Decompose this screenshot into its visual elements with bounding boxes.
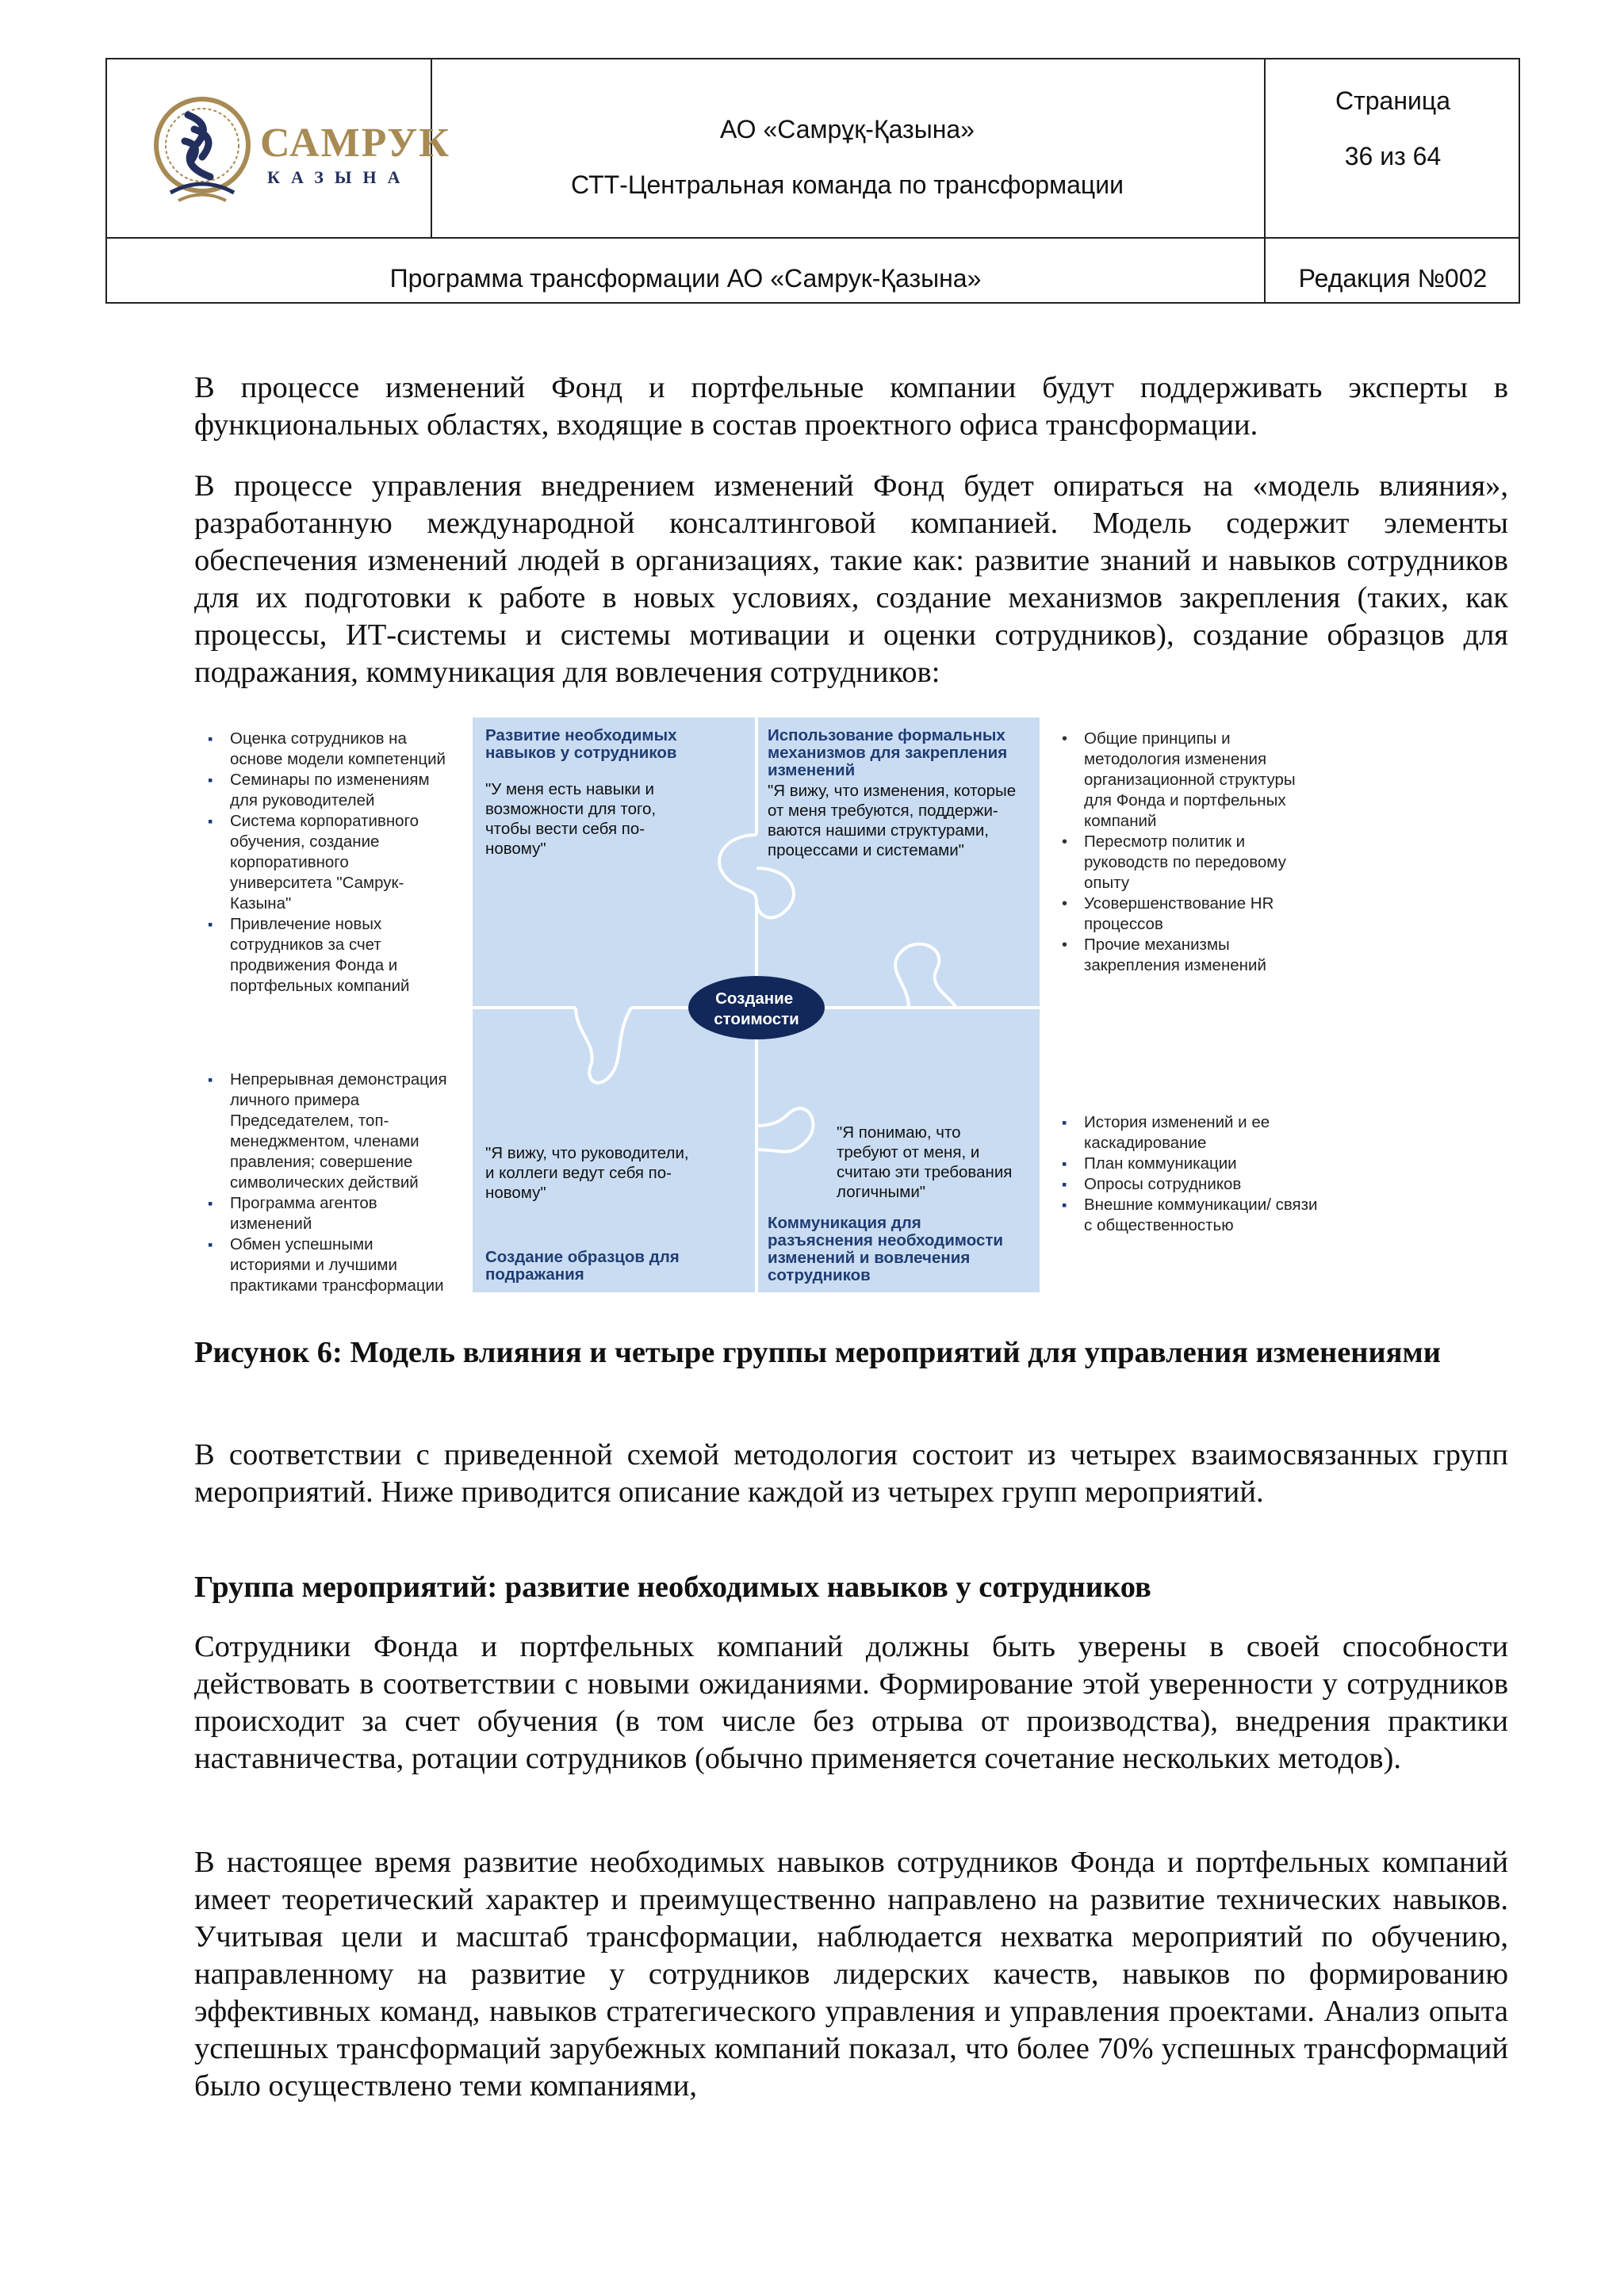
list-item: ▪ Оценка сотрудников на основе модели компетенций [206,729,468,770]
list-item: ▪ Обмен успешными историями и лучшими практиками трансформации [206,1234,468,1296]
list-item: ▪ Привлечение новых сотрудников за счет продвижения Фонда и портфельных компаний [206,914,468,997]
center-label: стоимости [714,1010,799,1028]
quadrant-title-role-models: Создание образцов для подражания [485,1248,680,1284]
edition-number: Редакция №002 [1298,264,1488,293]
list-item: ▪ Программа агентов изменений [206,1193,468,1234]
mechanism-activities-list [1060,729,1362,976]
samruk-kazyna-logo [147,82,450,216]
org-name: АО «Самрұқ-Қазына» [720,115,975,144]
quadrant-title-skills: Развитие необходимых навыков у сотрудников [485,726,677,762]
logo-name: САМРУК [260,121,450,166]
quadrant-quote-role-models: "Я вижу, что руководители, и коллеги ведут себя по- новому" [485,1144,689,1202]
quadrant-title-mechanisms: Использование формальных механизмов для закрепления изменений [768,726,1008,779]
figure-caption: Рисунок 6: Модель влияния и четыре группы мероприятий для управления изменениями [194,1336,1441,1369]
list-item: • Общие принципы и методология изменения организационной структуры для Фонда и портфельных компаний [1060,729,1362,832]
quadrant-quote-skills: "У меня есть навыки и возможности для того, чтобы вести себя по- новому" [485,780,657,858]
center-label: Создание [715,989,794,1008]
list-item: ▪ Опросы сотрудников [1060,1174,1362,1195]
paragraph: В настоящее время развитие необходимых навыков сотрудников Фонда и портфельных компаний имеет теоретический характер и преимущественно направлено на развитие технических навыков. Учитывая цели и масштаб трансформации, наблюдается нехватка мероприятий по обучению, направленному на развитие у сотрудников лидерских качеств, навыков по формированию эффективных команд, навыков стратегического управления и управления проектами. Анализ опыта успешных трансформаций зарубежных компаний показал, что более 70% успешных трансформаций было осуществлено теми компаниями, [194,1846,1508,2103]
quadrant-quote-mechanisms: "Я вижу, что изменения, которые от меня требуются, поддержи- ваются нашими структурами, процессами и системами" [768,782,1017,859]
list-item: ▪ История изменений и ее каскадирование [1060,1112,1362,1154]
list-item: • Прочие механизмы закрепления изменений [1060,935,1362,976]
paragraph: В процессе изменений Фонд и портфельные компании будут поддерживать эксперты в функциональных областях, входящие в состав проектного офиса трансформации. [194,371,1508,442]
list-item: ▪ Семинары по изменениям для руководителей [206,770,468,811]
list-item: • Усовершенствование HR процессов [1060,894,1362,935]
list-item: • Пересмотр политик и руководств по передовому опыту [1060,832,1362,894]
list-item: ▪ Система корпоративного обучения, создание корпоративного университета "Самрук- Казына" [206,811,468,914]
quadrant-title-communication: Коммуникация для разъяснения необходимости изменений и вовлечения сотрудников [768,1214,1003,1284]
list-item: ▪ План коммуникации [1060,1154,1362,1174]
document-header [105,58,1520,304]
list-item: ▪ Внешние коммуникации/ связи с общественностью [1060,1195,1362,1236]
skills-activities-list [206,729,468,997]
role-model-activities-list [206,1070,468,1296]
department-name: СТТ-Центральная команда по трансформации [571,170,1124,199]
paragraph: Сотрудники Фонда и портфельных компаний должны быть уверены в своей способности действовать в соответствии с новыми ожиданиями. Формирование этой уверенности у сотрудников происходит за счет обучения (в том числе без отрыва от производства), внедрения практики наставничества, ротации сотрудников (обычно применяется сочетание нескольких методов). [194,1630,1508,1775]
logo-subname: КАЗЫНА [267,167,412,187]
list-item: ▪ Непрерывная демонстрация личного примера Председателем, топ- менеджментом, членами правления; совершение символических действий [206,1070,468,1193]
program-title: Программа трансформации АО «Самрук-Қазына» [389,264,982,293]
paragraph: В соответствии с приведенной схемой методология состоит из четырех взаимосвязанных групп мероприятий. Ниже приводится описание каждой из четырех групп мероприятий. [194,1438,1508,1509]
quadrant-quote-communication: "Я понимаю, что требуют от меня, и считаю эти требования логичными" [837,1123,1013,1201]
paragraph: В процессе управления внедрением изменений Фонд будет опираться на «модель влияния», разработанную международной консалтинговой компанией. Модель содержит элементы обеспечения изменений людей в организациях, такие как: развитие знаний и навыков сотрудников для их подготовки к работе в новых условиях, создание механизмов закрепления (таких, как процессы, ИТ-системы и системы мотивации и оценки сотрудников), создание образцов для подражания, коммуникация для вовлечения сотрудников: [194,469,1508,689]
influence-model-figure [190,718,1364,1300]
header-divider [107,237,1519,239]
section-heading: Группа мероприятий: развитие необходимых навыков у сотрудников [194,1571,1151,1604]
page-label: Страница [1335,86,1451,115]
page-number: 36 из 64 [1344,142,1442,170]
communication-activities-list [1060,1112,1362,1236]
